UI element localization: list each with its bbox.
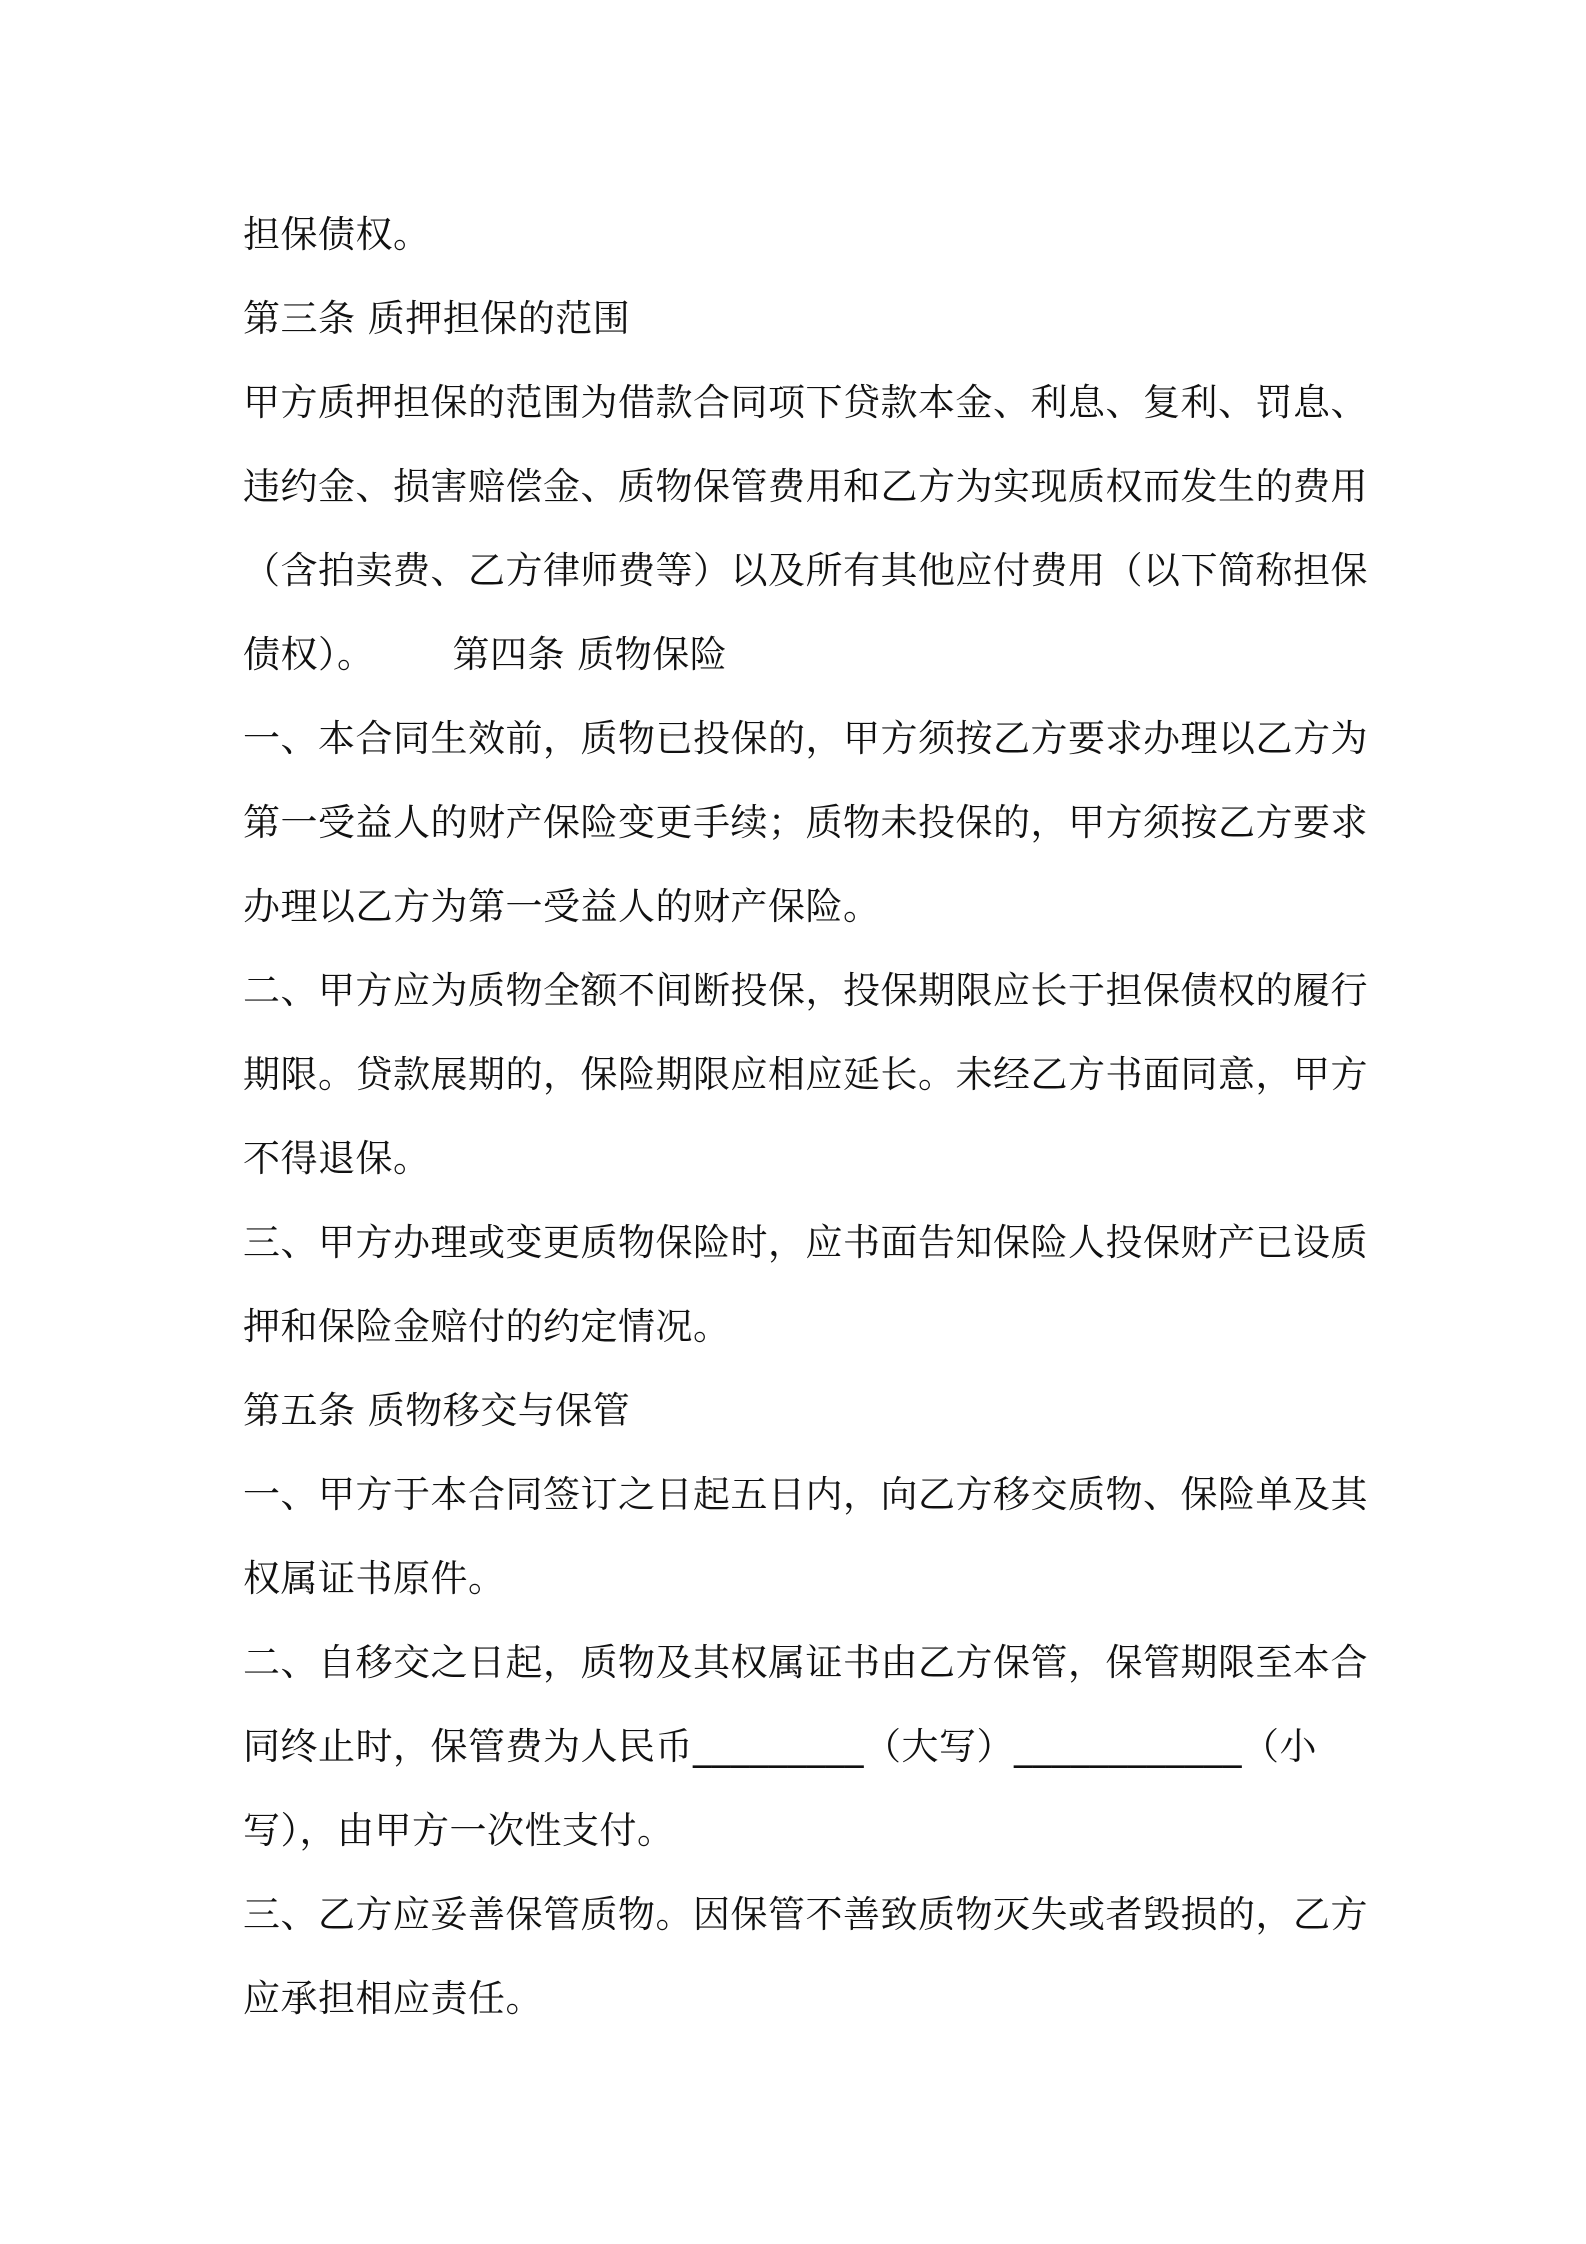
text-line: 权属证书原件。: [243, 1557, 506, 1600]
text-line: 不得退保。: [243, 1137, 431, 1180]
text-line-with-heading: [243, 613, 1363, 697]
text-fragment: 债权）。: [243, 633, 375, 676]
text-line: 一、本合同生效前，质物已投保的，甲方须按乙方要求办理以乙方为: [243, 717, 1368, 760]
contract-text: [243, 193, 1368, 2041]
text-line: 二、自移交之日起，质物及其权属证书由乙方保管，保管期限至本合: [243, 1641, 1368, 1684]
text-line: 一、甲方于本合同签订之日起五日内，向乙方移交质物、保险单及其: [243, 1473, 1368, 1516]
text-line: 违约金、损害赔偿金、质物保管费用和乙方为实现质权而发生的费用: [243, 465, 1368, 508]
text-line: 办理以乙方为第一受益人的财产保险。: [243, 885, 881, 928]
text-line: 同终止时，保管费为人民币_________（大写）____________（小: [243, 1725, 1317, 1768]
article-4-heading: 第四条 质物保险: [452, 633, 728, 676]
article-5-heading: 第五条 质物移交与保管: [243, 1389, 631, 1432]
text-line: 甲方质押担保的范围为借款合同项下贷款本金、利息、复利、罚息、: [243, 381, 1368, 424]
text-line: 写），由甲方一次性支付。: [243, 1809, 675, 1852]
text-line: 担保债权。: [243, 213, 431, 256]
text-line: 押和保险金赔付的约定情况。: [243, 1305, 731, 1348]
text-line: 第一受益人的财产保险变更手续；质物未投保的，甲方须按乙方要求: [243, 801, 1368, 844]
text-line: 期限。贷款展期的，保险期限应相应延长。未经乙方书面同意，甲方: [243, 1053, 1368, 1096]
text-line: 三、甲方办理或变更质物保险时，应书面告知保险人投保财产已设质: [243, 1221, 1368, 1264]
text-line: 应承担相应责任。: [243, 1977, 543, 2020]
text-line: 三、乙方应妥善保管质物。因保管不善致质物灭失或者毁损的，乙方: [243, 1893, 1368, 1936]
text-line: 二、甲方应为质物全额不间断投保，投保期限应长于担保债权的履行: [243, 969, 1368, 1012]
text-line: （含拍卖费、乙方律师费等）以及所有其他应付费用（以下简称担保: [243, 549, 1368, 592]
article-3-heading: 第三条 质押担保的范围: [243, 297, 631, 340]
